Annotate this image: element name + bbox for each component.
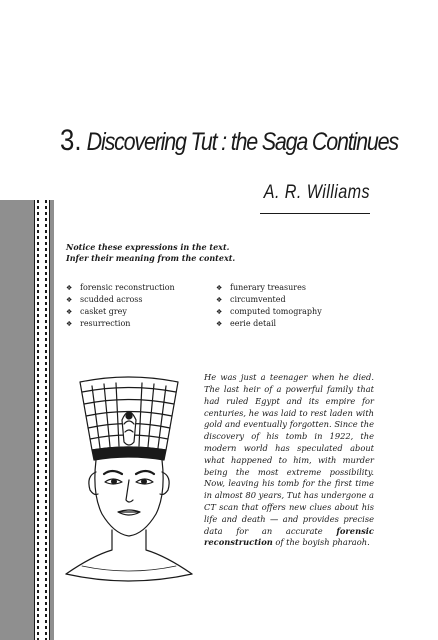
- author-name: A. R. Williams: [263, 182, 370, 203]
- list-item: ❖ circumvented: [216, 295, 286, 304]
- author-underline: [260, 213, 370, 214]
- expression-list-right: [216, 282, 322, 330]
- intro-text: He was just a teenager when he died. The last heir of a powerful family that had ruled Egypt and its empire for centuries, he was laid to rest laden with gold and eventually forgotten. Since the discovery of his tomb in 1922, the modern world has speculated about what happened to him, with murder being the most extreme possibility. Now, leaving his tomb for the first time in almost 80 years, Tut has undergone a CT scan that offers new clues about his life and death — and provides precise data for an accurate: [204, 372, 374, 536]
- notice-line-1: Notice these expressions in the text.: [66, 242, 230, 252]
- diamond-bullet-icon: ❖: [66, 296, 73, 304]
- chapter-title-text: Discovering Tut : the Saga Continues: [86, 128, 398, 156]
- pharaoh-portrait-illustration: [62, 374, 196, 584]
- intro-text-end: of the boyish pharaoh.: [272, 537, 370, 548]
- list-item: ❖ resurrection: [66, 319, 131, 328]
- diamond-bullet-icon: ❖: [216, 308, 223, 316]
- list-item: ❖ forensic reconstruction: [66, 283, 175, 292]
- diamond-bullet-icon: ❖: [216, 296, 223, 304]
- expression-list-left: [66, 282, 175, 330]
- notice-line-2: Infer their meaning from the context.: [66, 253, 236, 263]
- diamond-bullet-icon: ❖: [66, 320, 73, 328]
- list-item: ❖ scudded across: [66, 295, 143, 304]
- chapter-title: [60, 124, 398, 158]
- notice-box: [66, 242, 366, 264]
- list-item: ❖ eerie detail: [216, 319, 277, 328]
- diamond-bullet-icon: ❖: [66, 308, 73, 316]
- list-item: ❖ computed tomography: [216, 307, 322, 316]
- chapter-number: 3.: [60, 124, 82, 157]
- decorative-border: [34, 200, 50, 640]
- list-item: ❖ funerary treasures: [216, 283, 306, 292]
- diamond-bullet-icon: ❖: [216, 284, 223, 292]
- list-item: ❖ casket grey: [66, 307, 127, 316]
- intro-paragraph: [204, 372, 374, 549]
- intro-emphasis: forensic reconstruction: [204, 525, 374, 548]
- diamond-bullet-icon: ❖: [216, 320, 223, 328]
- diamond-bullet-icon: ❖: [66, 284, 73, 292]
